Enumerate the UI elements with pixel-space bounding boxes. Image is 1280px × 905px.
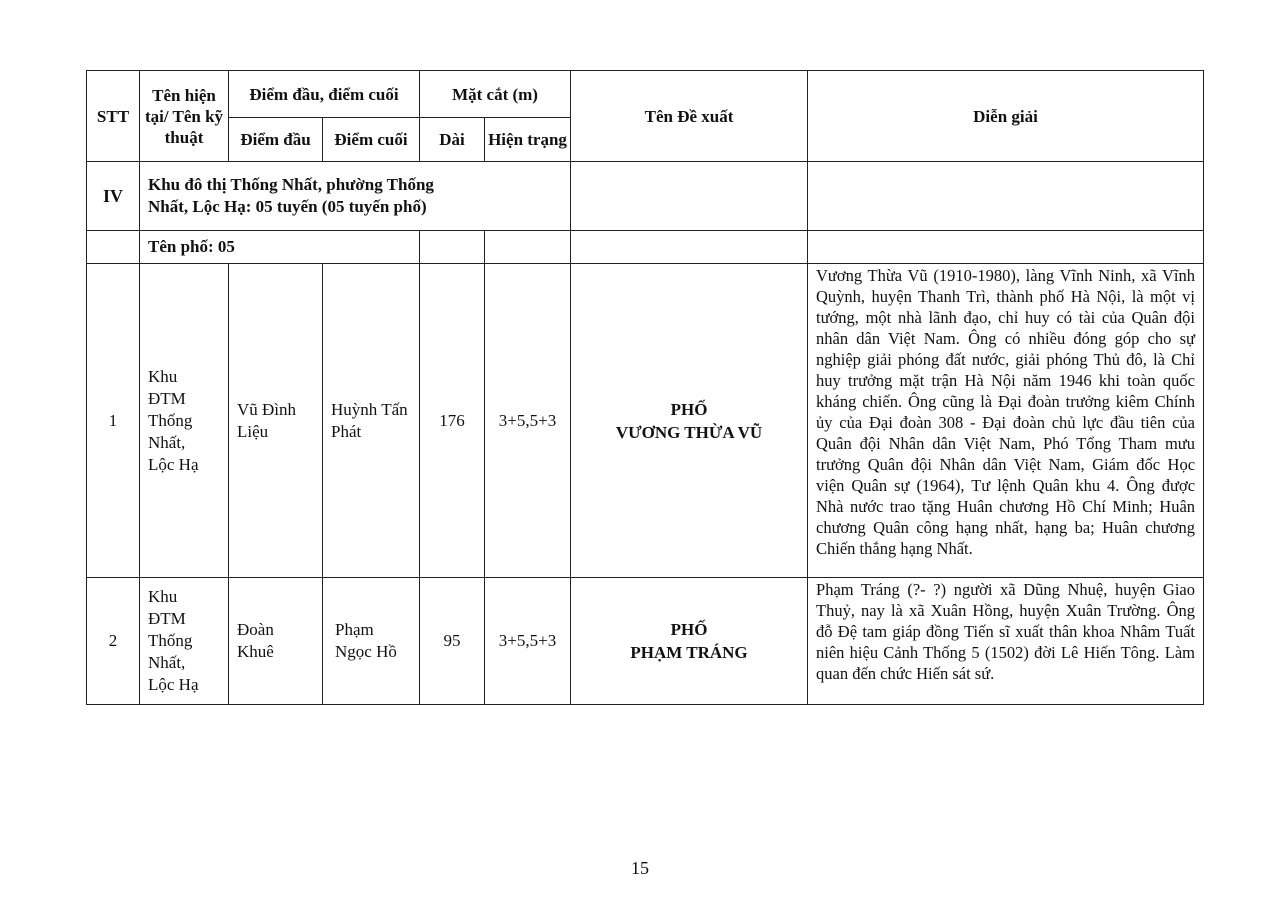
row-diem-dau-text: Vũ Đình Liệu	[237, 399, 297, 441]
header-diem-dau: Điểm đầu	[229, 118, 323, 162]
row-dai: 95	[420, 578, 485, 705]
empty-cell	[808, 162, 1204, 231]
empty-cell	[485, 231, 571, 264]
row-hien-trang: 3+5,5+3	[485, 264, 571, 578]
page-number: 15	[631, 858, 649, 878]
subtitle-row	[87, 231, 1204, 264]
row-ten-de-xuat-line2: VƯƠNG THỪA VŨ	[615, 422, 763, 442]
row-diem-dau	[229, 578, 323, 705]
header-mat-cat: Mặt cắt (m)	[420, 71, 571, 118]
empty-cell	[808, 231, 1204, 264]
table-row	[87, 578, 1204, 705]
header-dien-giai: Diễn giải	[808, 71, 1204, 162]
header-hien-trang: Hiện trạng	[485, 118, 571, 162]
header-diem-dau-cuoi: Điểm đầu, điểm cuối	[229, 71, 420, 118]
street-naming-table	[86, 70, 1204, 705]
row-stt: 2	[87, 578, 140, 705]
row-stt: 1	[87, 264, 140, 578]
row-ten-de-xuat-line2: PHẠM TRÁNG	[630, 643, 748, 662]
empty-cell	[420, 231, 485, 264]
section-title-text: Khu đô thị Thống Nhất, phường Thống Nhất, Lộc Hạ: 05 tuyến (05 tuyến phố)	[148, 175, 434, 216]
empty-cell	[571, 162, 808, 231]
empty-cell	[571, 231, 808, 264]
section-row	[87, 162, 1204, 231]
row-diem-cuoi	[323, 264, 420, 578]
row-dai: 176	[420, 264, 485, 578]
row-ten-de-xuat	[571, 264, 808, 578]
header-stt: STT	[87, 71, 140, 162]
row-diem-cuoi-text: Huỳnh Tấn Phát	[331, 399, 408, 441]
row-dien-giai: Vương Thừa Vũ (1910-1980), làng Vĩnh Ninh, xã Vĩnh Quỳnh, huyện Thanh Trì, thành phố Hà Nội, là một vị tướng, một nhà lãnh đạo, chỉ huy có tài của Quân đội nhân dân Việt Nam. Ông có nhiều đóng góp cho sự nghiệp giải phóng đất nước, giải phóng Thủ đô, là Chỉ huy trưởng mặt trận Hà Nội năm 1946 khi toàn quốc kháng chiến. Ông cũng là Đại đoàn trưởng kiêm Chính ủy của Đại đoàn 308 - Đại đoàn chủ lực đầu tiên của Quân đội Nhân dân Việt Nam, Phó Tổng Tham mưu trưởng Quân đội Nhân dân Việt Nam, Giám đốc Học viện Quân sự (1964), Tư lệnh Quân khu 4. Ông được Nhà nước trao tặng Huân chương Hồ Chí Minh; Huân chương Quân công hạng nhất, hạng ba; Huân chương Chiến thắng hạng Nhất.	[808, 264, 1204, 578]
row-diem-dau	[229, 264, 323, 578]
table-row	[87, 264, 1204, 578]
row-ten-de-xuat	[571, 578, 808, 705]
row-ten-hien-tai	[140, 264, 229, 578]
section-stt: IV	[87, 162, 140, 231]
header-row-1	[87, 71, 1204, 118]
row-diem-cuoi-text: Phạm Ngọc Hồ	[335, 620, 397, 661]
row-dien-giai: Phạm Tráng (?- ?) người xã Dũng Nhuệ, huyện Giao Thuỷ, nay là xã Xuân Hồng, huyện Xuân Trường. Ông đỗ Đệ tam giáp đồng Tiến sĩ xuất thân khoa Nhâm Tuất niên hiệu Cảnh Thống 5 (1502) đời Lê Hiến Tông. Làm quan đến chức Hiến sát sứ.	[808, 578, 1204, 705]
section-subtitle: Tên phố: 05	[140, 231, 420, 264]
section-title	[140, 162, 571, 231]
row-diem-dau-text: Đoàn Khuê	[237, 620, 274, 661]
header-ten-hien-tai: Tên hiện tại/ Tên kỹ thuật	[140, 71, 229, 162]
row-diem-cuoi	[323, 578, 420, 705]
row-ten-de-xuat-line1: PHỐ	[670, 620, 708, 639]
header-diem-cuoi: Điểm cuối	[323, 118, 420, 162]
row-ten-de-xuat-line1: PHỐ	[670, 399, 708, 419]
header-ten-de-xuat: Tên Đề xuất	[571, 71, 808, 162]
header-dai: Dài	[420, 118, 485, 162]
row-hien-trang: 3+5,5+3	[485, 578, 571, 705]
row-ten-hien-tai-text: Khu ĐTM Thống Nhất, Lộc Hạ	[148, 587, 199, 694]
row-ten-hien-tai-text: Khu ĐTM Thống Nhất, Lộc Hạ	[148, 366, 199, 474]
empty-cell	[87, 231, 140, 264]
row-ten-hien-tai	[140, 578, 229, 705]
